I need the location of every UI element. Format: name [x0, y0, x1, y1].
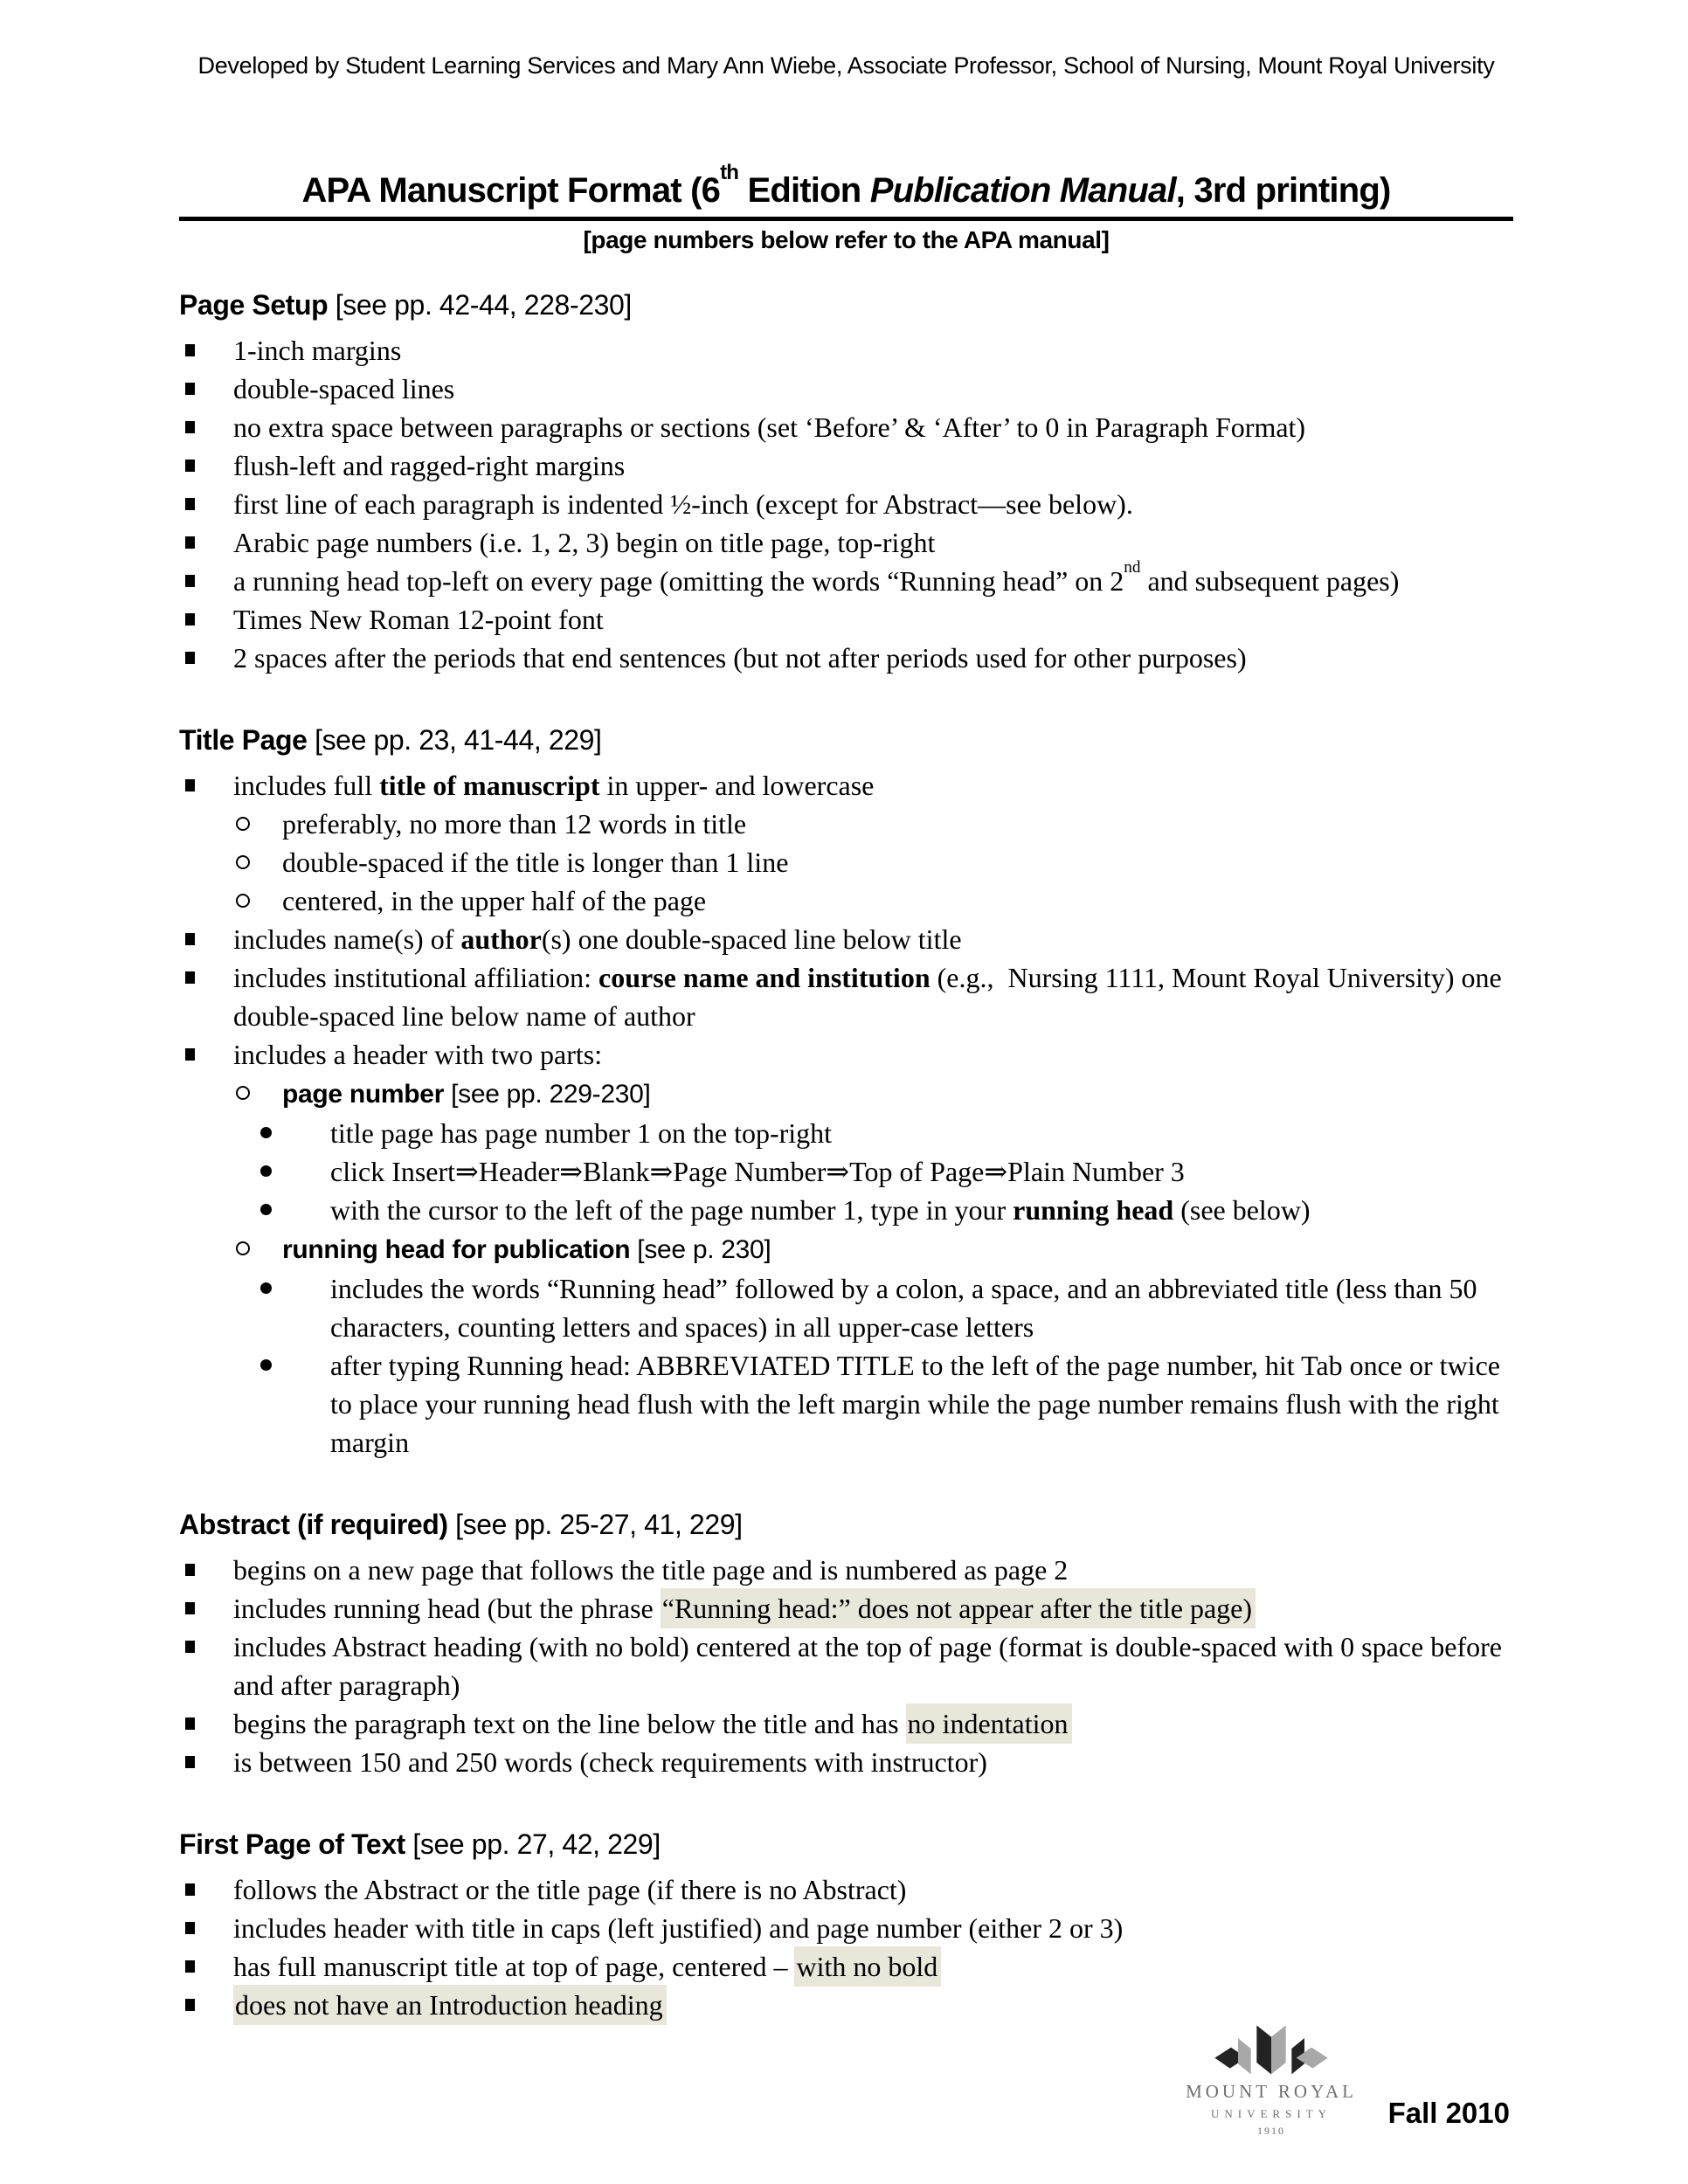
section-heading — [179, 721, 1513, 759]
text-segment: page number — [282, 1080, 445, 1109]
list-item — [185, 485, 1513, 523]
list-item — [185, 1743, 1513, 1781]
text-segment: [see pp. 229-230] — [444, 1080, 651, 1109]
text-segment: includes the words “Running head” followed by a colon, a space, and an abbreviated title (less than 50 characters, counting letters and spaces) in all upper-case letters — [330, 1273, 1477, 1343]
square-bullet-icon — [185, 1641, 195, 1653]
bullet-box — [260, 1114, 330, 1138]
list-item — [185, 370, 1513, 408]
square-bullet-icon — [185, 933, 195, 945]
list-item — [185, 1551, 1513, 1589]
text-segment: with the cursor to the left of the page number 1, type in your — [330, 1194, 1013, 1226]
bullet-box — [185, 1947, 233, 1973]
document-title — [179, 160, 1513, 221]
list-item-text — [233, 1909, 1513, 1947]
list-item — [185, 1628, 1513, 1704]
text-segment: double-spaced lines — [233, 373, 455, 404]
list-item-text — [233, 557, 1513, 600]
list-item — [185, 639, 1513, 677]
text-segment: 2 spaces after the periods that end sentences (but not after periods used for other purposes) — [233, 642, 1247, 674]
square-bullet-icon — [185, 575, 195, 587]
text-segment: nd — [1124, 557, 1141, 577]
text-segment: preferably, no more than 12 words in title — [282, 808, 747, 840]
bullet-box — [185, 562, 233, 587]
list-item-text — [233, 1870, 1513, 1909]
section-1 — [179, 286, 1513, 677]
dot-bullet-icon — [260, 1165, 272, 1177]
square-bullet-icon — [185, 1602, 195, 1614]
text-segment: includes running head (but the phrase — [233, 1593, 661, 1624]
dot-bullet-icon — [260, 1282, 272, 1294]
bullet-box — [185, 766, 233, 791]
list-item-text — [233, 958, 1513, 1035]
square-bullet-icon — [185, 1048, 195, 1061]
square-bullet-icon — [185, 460, 195, 472]
text-segment: does not have an Introduction heading — [233, 1985, 667, 2025]
text-segment: and subsequent pages) — [1140, 565, 1400, 597]
list-item-text — [233, 1551, 1513, 1589]
list-item-text — [233, 1589, 1513, 1628]
square-bullet-icon — [185, 1960, 195, 1973]
list-item — [185, 1035, 1513, 1074]
bullet-box — [260, 1269, 330, 1294]
text-segment: Publication Manual — [869, 171, 1176, 210]
mount-royal-logo — [1166, 2022, 1376, 2138]
bullet-box — [185, 958, 233, 984]
bullet-box — [185, 920, 233, 945]
bullet-box — [185, 1986, 233, 2011]
bullet-box — [236, 843, 282, 869]
text-segment: (s) one double-spaced line below title — [541, 923, 962, 955]
section-heading — [179, 286, 1513, 324]
list-item-text — [233, 1704, 1513, 1743]
logo-name: MOUNT ROYAL — [1186, 2081, 1357, 2102]
text-segment: has full manuscript title at top of page, centered – — [233, 1951, 795, 1982]
bullet-box — [260, 1346, 330, 1371]
list-item-text — [330, 1346, 1513, 1462]
list-item-text — [233, 920, 1513, 958]
text-segment: flush-left and ragged-right margins — [233, 450, 626, 481]
bullet-box — [185, 1628, 233, 1653]
list-item-text — [233, 1743, 1513, 1781]
list-item-text — [233, 1628, 1513, 1704]
bullet-box — [185, 1035, 233, 1061]
text-segment: is between 150 and 250 words (check requirements with instructor) — [233, 1746, 987, 1778]
text-segment: includes institutional affiliation: — [233, 962, 599, 993]
bullet-box — [185, 370, 233, 395]
list-item — [260, 1152, 1513, 1191]
list-item-text — [282, 1074, 1513, 1114]
text-segment: centered, in the upper half of the page — [282, 885, 707, 916]
text-segment: (e.g., Nursing 1111, Mount Royal University) one double-spaced line below name of author — [233, 962, 1502, 1032]
list-item-text — [330, 1191, 1513, 1229]
text-segment: title page has page number 1 on the top-right — [330, 1117, 833, 1149]
list-item — [185, 408, 1513, 446]
list-item-text — [282, 843, 1513, 881]
text-segment: includes Abstract heading (with no bold) centered at the top of page (format is double-spaced with 0 space before and after paragraph) — [233, 1631, 1502, 1701]
square-bullet-icon — [185, 613, 195, 625]
text-segment: running head — [1013, 1194, 1174, 1226]
bullet-box — [260, 1152, 330, 1177]
text-segment: first line of each paragraph is indented ½-inch (except for Abstract—see below). — [233, 488, 1133, 520]
list-item-text — [233, 408, 1513, 446]
text-segment: in upper- and lowercase — [599, 770, 875, 801]
square-bullet-icon — [185, 779, 195, 791]
list-item — [260, 1269, 1513, 1346]
text-segment: includes header with title in caps (left justified) and page number (either 2 or 3) — [233, 1912, 1124, 1944]
text-segment: begins the paragraph text on the line below the title and has — [233, 1708, 906, 1739]
bullet-box — [236, 881, 282, 908]
text-segment: APA Manuscript Format (6 — [301, 171, 721, 210]
list-item-text — [233, 600, 1513, 639]
list-item — [236, 843, 1513, 881]
section-2 — [179, 721, 1513, 1462]
list-item-text — [233, 1035, 1513, 1074]
bullet-box — [185, 1551, 233, 1576]
list-item — [185, 331, 1513, 370]
bullet-box — [185, 1909, 233, 1934]
list-item — [260, 1191, 1513, 1229]
list-item-text — [330, 1269, 1513, 1346]
bullet-box — [185, 408, 233, 433]
credit-line: Developed by Student Learning Services and Mary Ann Wiebe, Associate Professor, School of Nursing, Mount Royal University — [197, 52, 1495, 79]
bullet-box — [185, 1589, 233, 1614]
dot-bullet-icon — [260, 1127, 272, 1138]
list-item — [236, 1074, 1513, 1114]
square-bullet-icon — [185, 421, 195, 433]
list-item-text — [330, 1114, 1513, 1152]
square-bullet-icon — [185, 1756, 195, 1768]
section-heading — [179, 1825, 1513, 1863]
list-item — [185, 1704, 1513, 1743]
list-item — [185, 1870, 1513, 1909]
square-bullet-icon — [185, 652, 195, 664]
text-segment: follows the Abstract or the title page (if there is no Abstract) — [233, 1874, 907, 1905]
list-item-text — [282, 1229, 1513, 1269]
list-item — [260, 1114, 1513, 1152]
bullet-box — [185, 639, 233, 664]
square-bullet-icon — [185, 1564, 195, 1576]
text-segment: with no bold — [794, 1946, 941, 1987]
list-item — [236, 805, 1513, 843]
text-segment: after typing Running head: ABBREVIATED TITLE to the left of the page number, hit Tab once or twice to place your running head flush with the left margin while the page number remains flush with the right margin — [330, 1350, 1500, 1458]
list-item-text — [233, 370, 1513, 408]
list-item-text — [282, 805, 1513, 843]
text-segment: [see p. 230] — [630, 1235, 771, 1264]
text-segment: running head for publication — [282, 1235, 631, 1264]
text-segment: (see below) — [1173, 1194, 1311, 1226]
text-segment: double-spaced if the title is longer than 1 line — [282, 847, 789, 878]
section-3 — [179, 1505, 1513, 1781]
bullet-box — [185, 1704, 233, 1730]
square-bullet-icon — [185, 1922, 195, 1934]
text-segment: includes name(s) of — [233, 923, 461, 955]
circle-bullet-icon — [236, 1086, 250, 1100]
list-item — [185, 446, 1513, 485]
list-item — [236, 881, 1513, 920]
section-title: Page Setup — [179, 289, 329, 321]
text-segment: includes a header with two parts: — [233, 1039, 603, 1070]
section-title: Abstract (if required) — [179, 1509, 448, 1540]
circle-bullet-icon — [236, 855, 250, 869]
square-bullet-icon — [185, 536, 195, 549]
text-segment: course name and institution — [598, 962, 930, 993]
square-bullet-icon — [185, 383, 195, 395]
bullet-box — [185, 1870, 233, 1896]
text-segment: Edition — [738, 171, 870, 210]
mount-royal-crest-icon — [1210, 2022, 1332, 2077]
list-item-text — [233, 1947, 1513, 1986]
footer — [0, 2009, 1688, 2184]
section-page-ref: [see pp. 25-27, 41, 229] — [447, 1509, 743, 1540]
list-item-text — [330, 1152, 1513, 1191]
square-bullet-icon — [185, 1717, 195, 1730]
document-body — [179, 286, 1513, 2024]
list-item-text — [233, 766, 1513, 805]
bullet-box — [236, 1074, 282, 1100]
list-item — [185, 920, 1513, 958]
list-item — [185, 766, 1513, 805]
list-item — [185, 600, 1513, 639]
section-heading — [179, 1505, 1513, 1544]
list-item — [185, 958, 1513, 1035]
subtitle: [page numbers below refer to the APA manual] — [583, 226, 1110, 253]
logo-subtitle: UNIVERSITY — [1211, 2107, 1332, 2120]
section-4 — [179, 1825, 1513, 2024]
list-item-text — [233, 639, 1513, 677]
list-item — [185, 1589, 1513, 1628]
text-segment: th — [720, 160, 739, 184]
square-bullet-icon — [185, 498, 195, 510]
text-segment: no indentation — [906, 1704, 1072, 1744]
bullet-box — [185, 331, 233, 356]
text-segment: title of manuscript — [379, 770, 600, 801]
bullet-box — [185, 485, 233, 510]
list-item — [185, 557, 1513, 600]
square-bullet-icon — [185, 1883, 195, 1896]
text-segment: begins on a new page that follows the title page and is numbered as page 2 — [233, 1554, 1069, 1586]
list-item-text — [233, 523, 1513, 562]
list-item-text — [282, 881, 1513, 920]
circle-bullet-icon — [236, 817, 250, 831]
text-segment: includes full — [233, 770, 380, 801]
logo-year: 1910 — [1257, 2125, 1285, 2137]
text-segment: no extra space between paragraphs or sections (set ‘Before’ & ‘After’ to 0 in Paragraph Format) — [233, 411, 1306, 443]
circle-bullet-icon — [236, 1241, 250, 1255]
term-label: Fall 2010 — [1387, 2097, 1510, 2129]
section-page-ref: [see pp. 27, 42, 229] — [405, 1828, 661, 1860]
text-segment: author — [460, 923, 542, 955]
bullet-box — [260, 1191, 330, 1215]
text-segment: a running head top-left on every page (omitting the words “Running head” on 2 — [233, 565, 1124, 597]
text-segment: “Running head:” does not appear after the title page) — [661, 1588, 1256, 1628]
bullet-box — [185, 600, 233, 625]
bullet-box — [236, 805, 282, 831]
list-item — [260, 1346, 1513, 1462]
square-bullet-icon — [185, 344, 195, 356]
bullet-box — [185, 446, 233, 472]
section-page-ref: [see pp. 23, 41-44, 229] — [307, 724, 602, 756]
bullet-box — [236, 1229, 282, 1255]
text-segment: , 3rd printing) — [1175, 171, 1391, 210]
section-title: Title Page — [179, 724, 308, 756]
list-item — [185, 1909, 1513, 1947]
text-segment: Arabic page numbers (i.e. 1, 2, 3) begin on title page, top-right — [233, 527, 936, 558]
list-item — [185, 523, 1513, 562]
dot-bullet-icon — [260, 1204, 272, 1215]
list-item — [236, 1229, 1513, 1269]
list-item-text — [233, 331, 1513, 370]
bullet-box — [185, 523, 233, 549]
text-segment: 1-inch margins — [233, 335, 402, 366]
bullet-box — [185, 1743, 233, 1768]
circle-bullet-icon — [236, 894, 250, 908]
section-title: First Page of Text — [179, 1828, 405, 1860]
list-item — [185, 1947, 1513, 1986]
text-segment: Times New Roman 12-point font — [233, 604, 604, 635]
text-segment: click Insert⇒Header⇒Blank⇒Page Number⇒Top of Page⇒Plain Number 3 — [330, 1156, 1185, 1187]
list-item-text — [233, 446, 1513, 485]
list-item-text — [233, 485, 1513, 523]
square-bullet-icon — [185, 971, 195, 984]
dot-bullet-icon — [260, 1359, 272, 1371]
section-page-ref: [see pp. 42-44, 228-230] — [328, 289, 632, 321]
